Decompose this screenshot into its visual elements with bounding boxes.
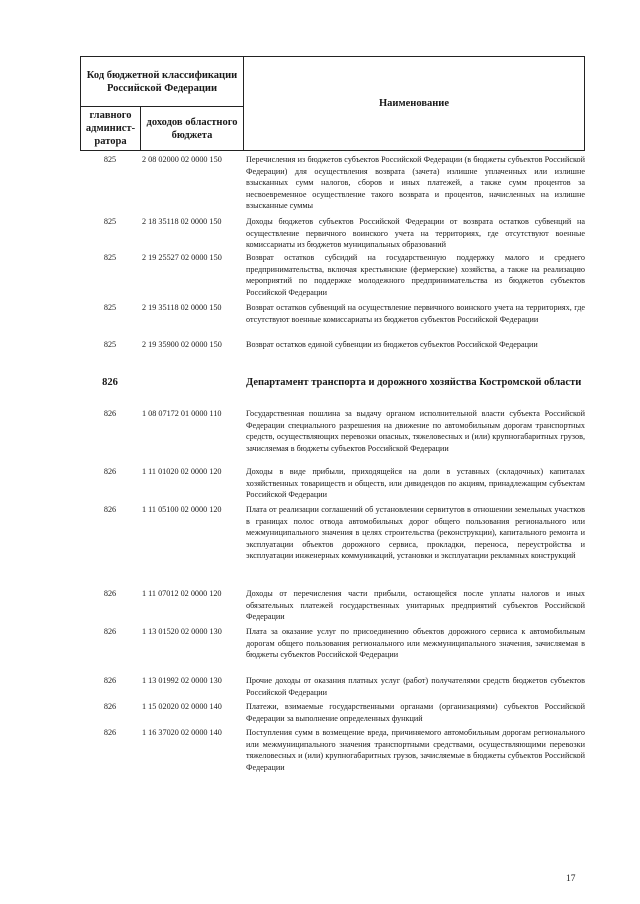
budget-code: 1 11 01020 02 0000 120 [142,467,222,476]
row-name: Доходы бюджетов субъектов Российской Федерации от возврата остатков субвенций на осуществление первичного воинского учета на территориях, где отсутствуют военные комиссариаты из бюджетов муниципальных образований [246,217,585,250]
row-name: Возврат остатков единой субвенции из бюджетов субъектов Российской Федерации [246,340,538,349]
budget-code: 1 13 01520 02 0000 130 [142,627,222,636]
admin-code: 825 [103,303,117,312]
table-row [80,339,585,351]
admin-code: 825 [103,253,117,262]
admin-code: 826 [103,505,117,514]
admin-code: 826 [103,627,117,636]
admin-code: 826 [102,377,118,388]
page-number: 17 [566,874,576,884]
admin-code: 826 [103,409,117,418]
admin-code: 825 [103,217,117,226]
budget-code: 1 13 01992 02 0000 130 [142,676,222,685]
admin-code: 825 [103,340,117,349]
table-row [80,466,585,501]
header-budget-classification: Код бюджетной классификации Российской Федерации [81,57,244,107]
admin-code: 826 [103,702,117,711]
row-name: Возврат остатков субсидий на государственную поддержку малого и среднего предпринимательства, включая крестьянские (фермерские) хозяйства, а также на реализацию мероприятий по поддержке молодежного предпринимательства из бюджетов субъектов Российской Федерации [246,253,585,297]
table-row [80,408,585,454]
budget-code: 1 08 07172 01 0000 110 [142,409,222,418]
budget-code: 1 11 07012 02 0000 120 [142,589,222,598]
row-name: Платежи, взимаемые государственными органами (организациями) субъектов Российской Федерации за выполнение определенных функций [246,702,585,723]
department-row [80,376,585,389]
table-row [80,727,585,773]
admin-code: 826 [103,467,117,476]
budget-code: 2 19 35900 02 0000 150 [142,340,222,349]
row-name: Возврат остатков субвенций на осуществление первичного воинского учета на территориях, где отсутствуют военные комиссариаты из бюджетов субъектов Российской Федерации [246,303,585,324]
header-name: Наименование [244,57,585,151]
admin-code: 826 [103,728,117,737]
table-header [80,56,585,151]
table-row [80,504,585,562]
admin-code: 825 [103,155,117,164]
row-name: Доходы от перечисления части прибыли, остающейся после уплаты налогов и иных обязательных платежей государственных унитарных предприятий субъектов Российской Федерации [246,589,585,622]
budget-code: 2 19 35118 02 0000 150 [142,303,222,312]
table-row [80,252,585,298]
table-row [80,302,585,325]
table-row [80,701,585,724]
budget-code: 1 11 05100 02 0000 120 [142,505,222,514]
row-name: Перечисления из бюджетов субъектов Российской Федерации (в бюджеты субъектов Российской Федерации) для осуществления возврата (зачета) излишне уплаченных или излишне взысканных сумм налогов, сборов и иных платежей, а также сумм процентов за несвоевременное осуществление такого возврата и процентов, начисленных на излишне взысканные суммы [246,155,585,211]
table-row [80,588,585,623]
row-name: Государственная пошлина за выдачу органом исполнительной власти субъекта Российской Федерации специального разрешения на движение по автомобильным дорогам транспортных средств, осуществляющих перевозки опасных, тяжеловесных и (или) крупногабаритных грузов, зачисляемая в бюджеты субъектов Российской Федерации [246,409,585,453]
row-name: Поступления сумм в возмещение вреда, причиняемого автомобильным дорогам регионального или межмуниципального значения транспортными средствами, осуществляющими перевозки тяжеловесных и (или) крупногабаритных грузов, зачисляемые в бюджеты субъектов Российской Федерации [246,728,585,772]
admin-code: 826 [103,589,117,598]
table-row [80,154,585,212]
budget-code: 1 15 02020 02 0000 140 [142,702,222,711]
row-name: Департамент транспорта и дорожного хозяйства Костромской области [246,377,582,388]
budget-code: 1 16 37020 02 0000 140 [142,728,222,737]
table-row [80,626,585,661]
budget-code: 2 18 35118 02 0000 150 [142,217,222,226]
budget-code: 2 19 25527 02 0000 150 [142,253,222,262]
row-name: Прочие доходы от оказания платных услуг (работ) получателями средств бюджетов субъектов Российской Федерации [246,676,585,697]
header-chief-administrator: главного админист-ратора [81,107,141,151]
table-row [80,675,585,698]
table-row [80,216,585,251]
admin-code: 826 [103,676,117,685]
row-name: Плата от реализации соглашений об установлении сервитутов в отношении земельных участков в границах полос отвода автомобильных дорог общего пользования регионального или межмуниципального значения в целях строительства (реконструкции), капитального ремонта и эксплуатации объектов дорожного сервиса, прокладки, переноса, переустройства и эксплуатации инженерных коммуникаций, установки и эксплуатации рекламных конструкций [246,505,585,561]
row-name: Доходы в виде прибыли, приходящейся на доли в уставных (складочных) капиталах хозяйственных товариществ и обществ, или дивидендов по акциям, принадлежащим субъектам Российской Федерации [246,467,585,500]
row-name: Плата за оказание услуг по присоединению объектов дорожного сервиса к автомобильным дорогам общего пользования регионального или межмуниципального значения, зачисляемая в бюджеты субъектов Российской Федерации [246,627,585,660]
budget-code: 2 08 02000 02 0000 150 [142,155,222,164]
header-regional-budget-income: доходов областного бюджета [141,107,244,151]
